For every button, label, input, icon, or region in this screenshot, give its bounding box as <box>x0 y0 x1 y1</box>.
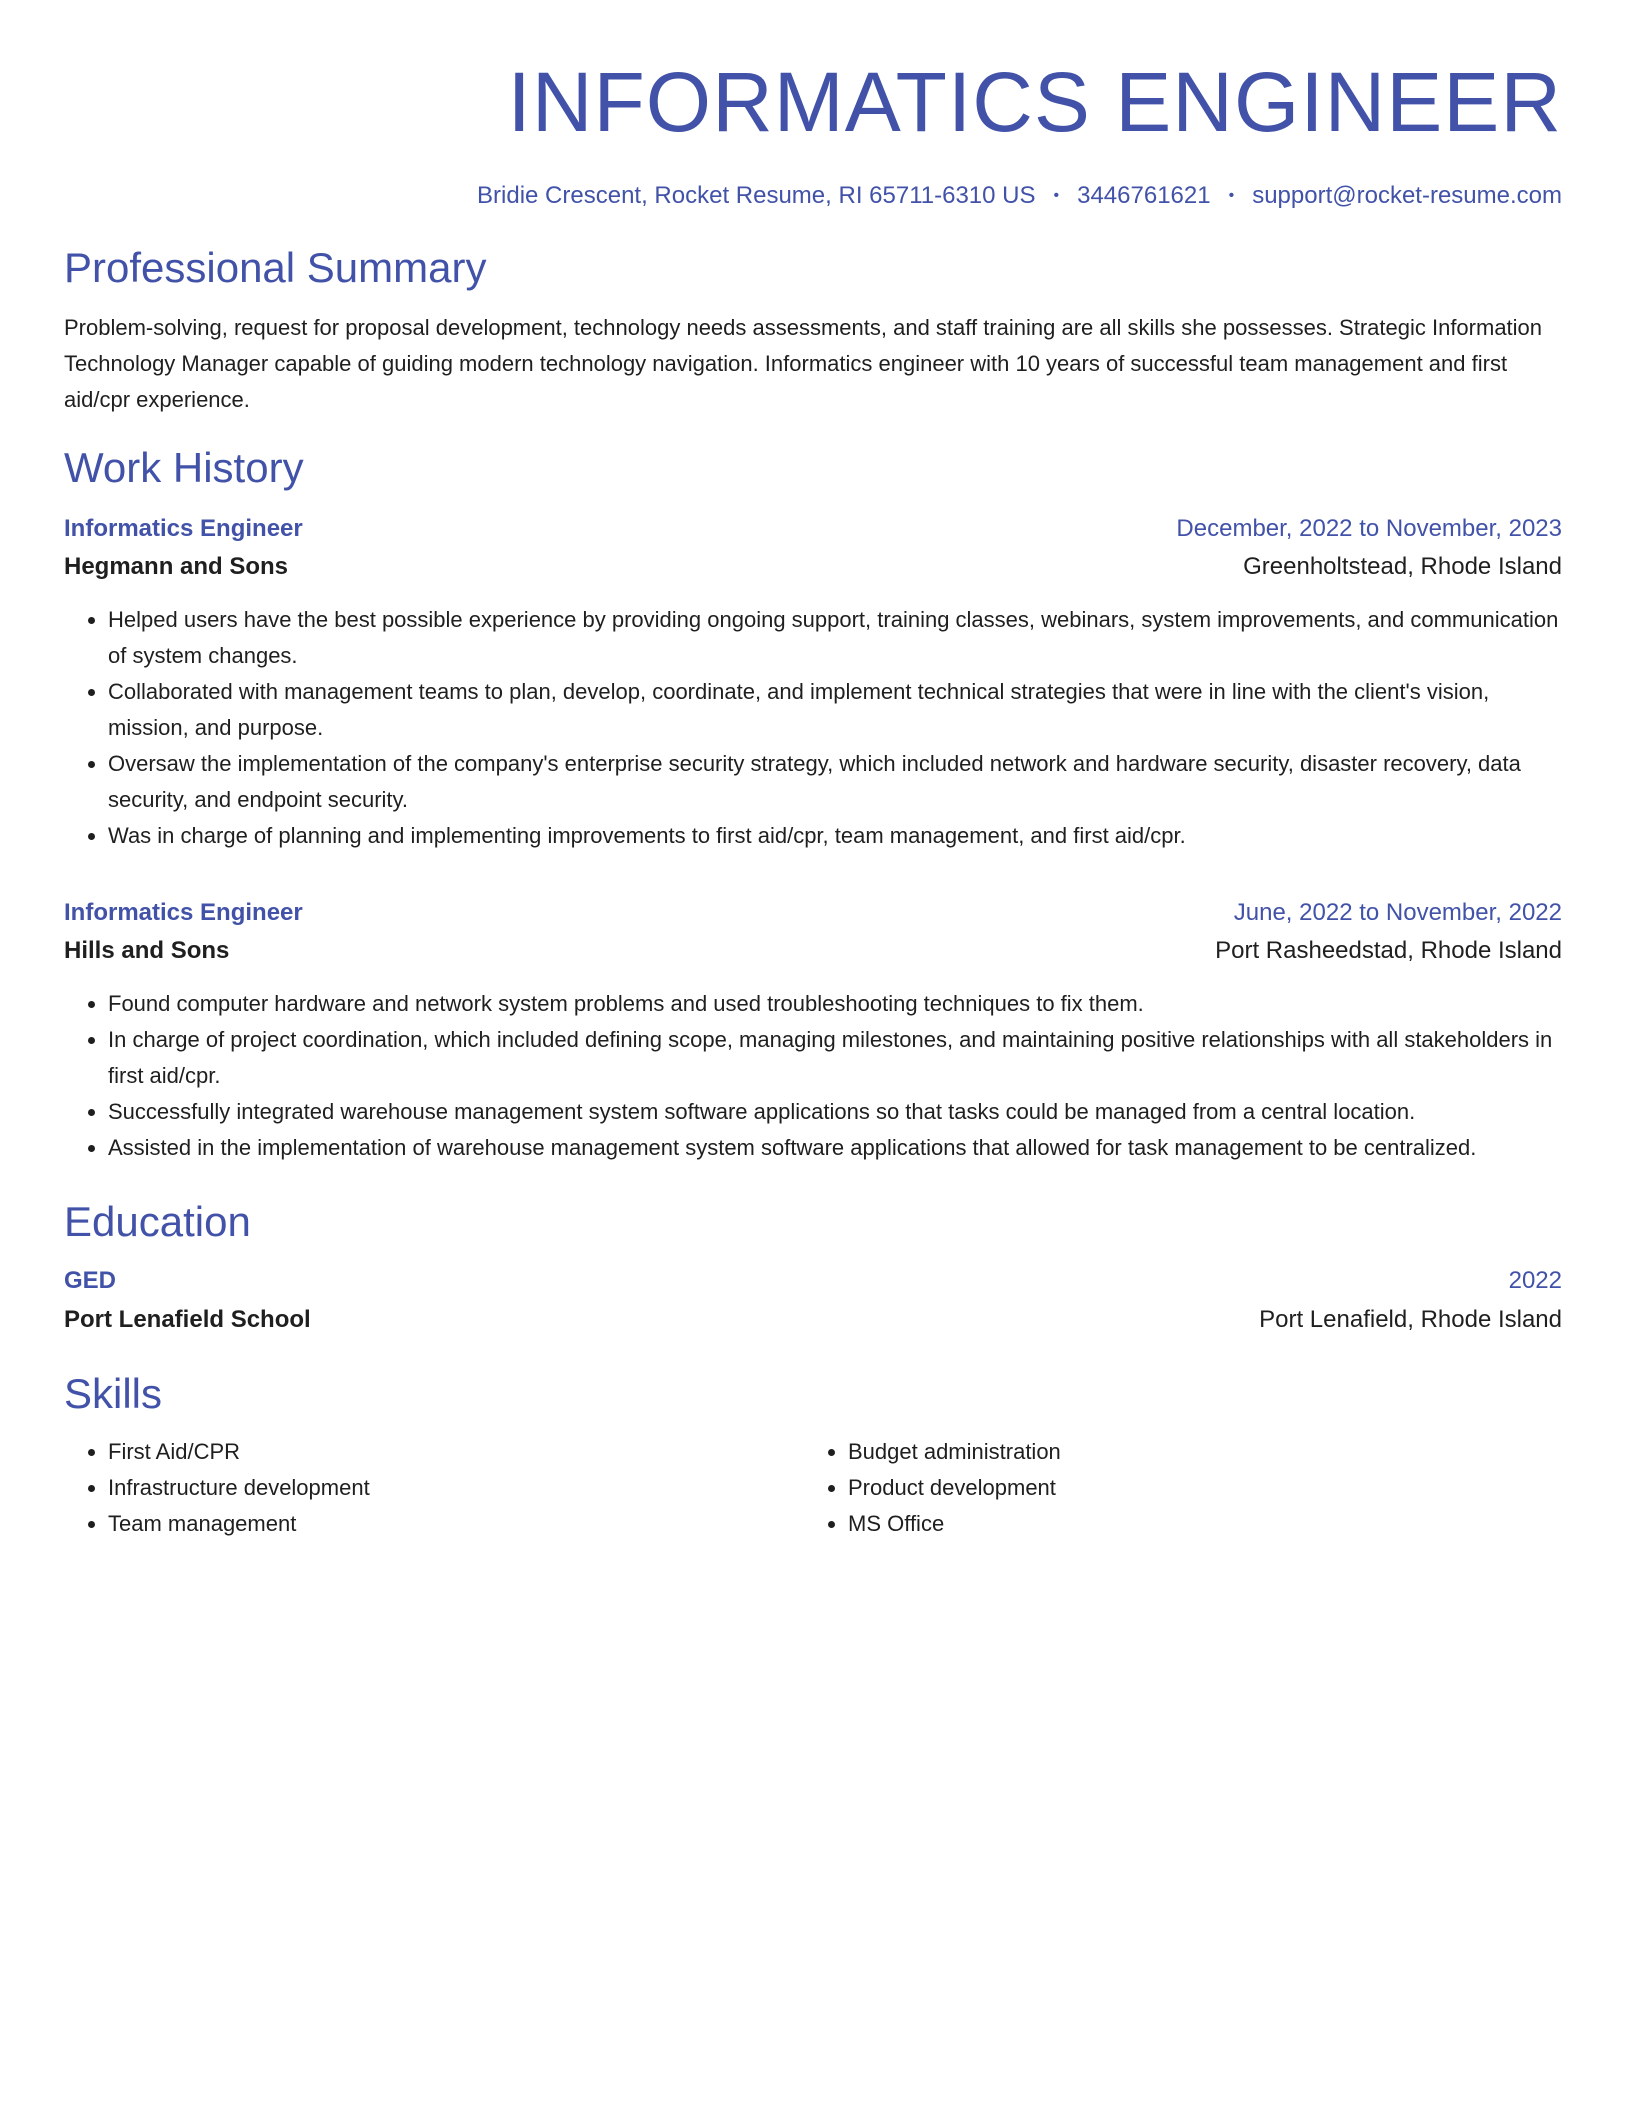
job-entry <box>64 894 1562 1166</box>
summary-heading: Professional Summary <box>64 244 487 291</box>
job-dates: June, 2022 to November, 2022 <box>1233 899 1562 926</box>
summary-text: Problem-solving, request for proposal development, technology needs assessments, and staff training are all skills she possesses. Strategic Information Technology Manager capable of guiding modern technology navigation. Informatics engineer with 10 years of successful team management and first aid/cpr experience. <box>64 315 1543 412</box>
list-item: • In charge of project coordination, which included defining scope, managing milestones, and maintaining positive relationships with all stakeholders in first aid/cpr. <box>108 1022 1562 1094</box>
contact-line <box>64 180 1562 212</box>
education-year: 2022 <box>1508 1267 1562 1294</box>
skill-item: • Product development <box>848 1470 1498 1506</box>
employer-name: Hills and Sons <box>64 937 230 964</box>
contact-separator: • <box>1053 187 1060 204</box>
skill-item: • First Aid/CPR <box>108 1434 804 1470</box>
job-title: Informatics Engineer <box>64 515 303 542</box>
job-entry <box>64 510 1562 854</box>
contact-email: support@rocket-resume.com <box>1252 182 1562 209</box>
list-item: • Successfully integrated warehouse management system software applications so that tasks could be managed from a central location. <box>108 1094 1562 1130</box>
list-item: • Was in charge of planning and implementing improvements to first aid/cpr, team management, and first aid/cpr. <box>108 818 1562 854</box>
job-bullets <box>64 986 1562 1166</box>
skills-heading: Skills <box>64 1370 163 1417</box>
job-location: Port Rasheedstad, Rhode Island <box>1215 937 1562 964</box>
contact-separator: • <box>1228 187 1235 204</box>
school-location: Port Lenafield, Rhode Island <box>1259 1306 1562 1333</box>
job-dates: December, 2022 to November, 2023 <box>1176 515 1562 542</box>
skills-list <box>64 1434 1562 1542</box>
degree-name: GED <box>64 1267 117 1294</box>
skill-item: • Team management <box>108 1506 804 1542</box>
work-history-heading: Work History <box>64 444 304 491</box>
resume-header <box>64 0 1562 212</box>
skill-item: • Budget administration <box>848 1434 1498 1470</box>
skills-column-right <box>804 1434 1498 1542</box>
list-item: • Assisted in the implementation of warehouse management system software applications that allowed for task management to be centralized. <box>108 1130 1562 1166</box>
school-name: Port Lenafield School <box>64 1306 311 1333</box>
skill-item: • MS Office <box>848 1506 1498 1542</box>
job-location: Greenholtstead, Rhode Island <box>1243 553 1562 580</box>
skills-column-left <box>64 1434 804 1542</box>
employer-name: Hegmann and Sons <box>64 553 289 580</box>
contact-phone: 3446761621 <box>1077 182 1211 209</box>
education-heading: Education <box>64 1198 251 1245</box>
job-bullets <box>64 602 1562 854</box>
list-item: • Helped users have the best possible experience by providing ongoing support, training classes, webinars, system improvements, and communication of system changes. <box>108 602 1562 674</box>
contact-address: Bridie Crescent, Rocket Resume, RI 65711-6310 US <box>477 182 1036 209</box>
list-item: • Found computer hardware and network system problems and used troubleshooting techniques to fix them. <box>108 986 1562 1022</box>
resume-page <box>64 0 1562 1542</box>
page-title: INFORMATICS ENGINEER <box>507 55 1562 149</box>
list-item: • Collaborated with management teams to plan, develop, coordinate, and implement technical strategies that were in line with the client's vision, mission, and purpose. <box>108 674 1562 746</box>
list-item: • Oversaw the implementation of the company's enterprise security strategy, which included network and hardware security, disaster recovery, data security, and endpoint security. <box>108 746 1562 818</box>
job-title: Informatics Engineer <box>64 899 303 926</box>
education-entry <box>64 1262 1562 1340</box>
skill-item: • Infrastructure development <box>108 1470 804 1506</box>
